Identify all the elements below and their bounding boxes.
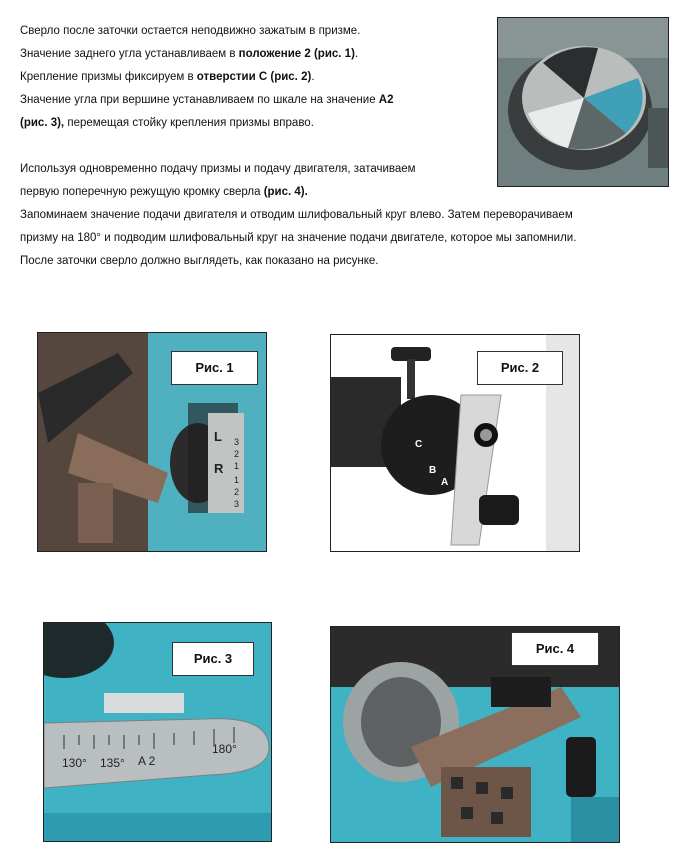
text-run: Крепление призмы фиксируем в (20, 71, 197, 83)
figure-2-photo (330, 334, 580, 552)
text-run: Значение угла при вершине устанавливаем по шкале на значение (20, 94, 379, 106)
scale-tick-label: 130° (62, 756, 87, 770)
instructions-block (20, 20, 576, 273)
scale-tick-label: A 2 (138, 754, 156, 768)
figure-2-label: Рис. 2 (477, 351, 563, 385)
text-line (20, 204, 576, 227)
text-run: Значение заднего угла устанавливаем в (20, 48, 239, 60)
scale-tick-label: 1 (234, 475, 240, 485)
bold-text-run: (рис. 3), (20, 117, 65, 129)
figure-3-photo (43, 622, 272, 842)
scale-tick-label: L (214, 429, 222, 444)
hole-mark-b: B (429, 465, 437, 476)
text-run: После заточки сверло должно выглядеть, как показано на рисунке. (20, 255, 379, 267)
text-line (20, 112, 576, 135)
text-run: . (354, 48, 359, 60)
text-run: Запоминаем значение подачи двигателя и отводим шлифовальный круг влево. Затем переворачиваем (20, 209, 573, 221)
text-run: первую поперечную режущую кромку сверла (20, 186, 264, 198)
scale-plate (208, 413, 244, 513)
drill-tip-photo (497, 17, 669, 187)
text-line (20, 181, 576, 204)
hole-mark-c: C (415, 439, 423, 450)
paragraph-sharpening (20, 158, 576, 273)
figure-3-label: Рис. 3 (172, 642, 254, 676)
scale-tick-label: 3 (234, 437, 240, 447)
hole-mark-a: A (441, 477, 449, 488)
bold-text-run: (рис. 4). (263, 186, 308, 198)
text-line (20, 227, 576, 250)
text-run: Сверло после заточки остается неподвижно зажатым в призме. (20, 25, 361, 37)
text-run: перемещая стойку крепления призмы вправо. (64, 117, 314, 129)
text-run: призму на 180° и подводим шлифовальный круг на значение подачи двигателе, которое мы запомнили. (20, 232, 577, 244)
paragraph-setup (20, 20, 576, 135)
bold-text-run: А2 (378, 94, 394, 106)
figure-1-photo (37, 332, 267, 552)
figure-4-label: Рис. 4 (511, 632, 599, 666)
scale-tick-label: 180° (212, 742, 237, 756)
bold-text-run: отверстии С (рис. 2) (196, 71, 312, 83)
text-line (20, 43, 576, 66)
scale-tick-label: R (214, 461, 224, 476)
bold-text-run: положение 2 (рис. 1) (238, 48, 355, 60)
text-line (20, 158, 576, 181)
text-line (20, 66, 576, 89)
text-line (20, 250, 576, 273)
figure-4-photo (330, 626, 620, 843)
scale-tick-label: 135° (100, 756, 125, 770)
scale-tick-label: 3 (234, 499, 240, 509)
scale-tick-label: 1 (234, 461, 240, 471)
scale-tick-label: 2 (234, 487, 240, 497)
text-run: Используя одновременно подачу призмы и подачу двигателя, затачиваем (20, 163, 416, 175)
text-line (20, 20, 576, 43)
scale-tick-label: 2 (234, 449, 240, 459)
text-line (20, 89, 576, 112)
figure-1-label: Рис. 1 (171, 351, 258, 385)
text-run: . (311, 71, 315, 83)
